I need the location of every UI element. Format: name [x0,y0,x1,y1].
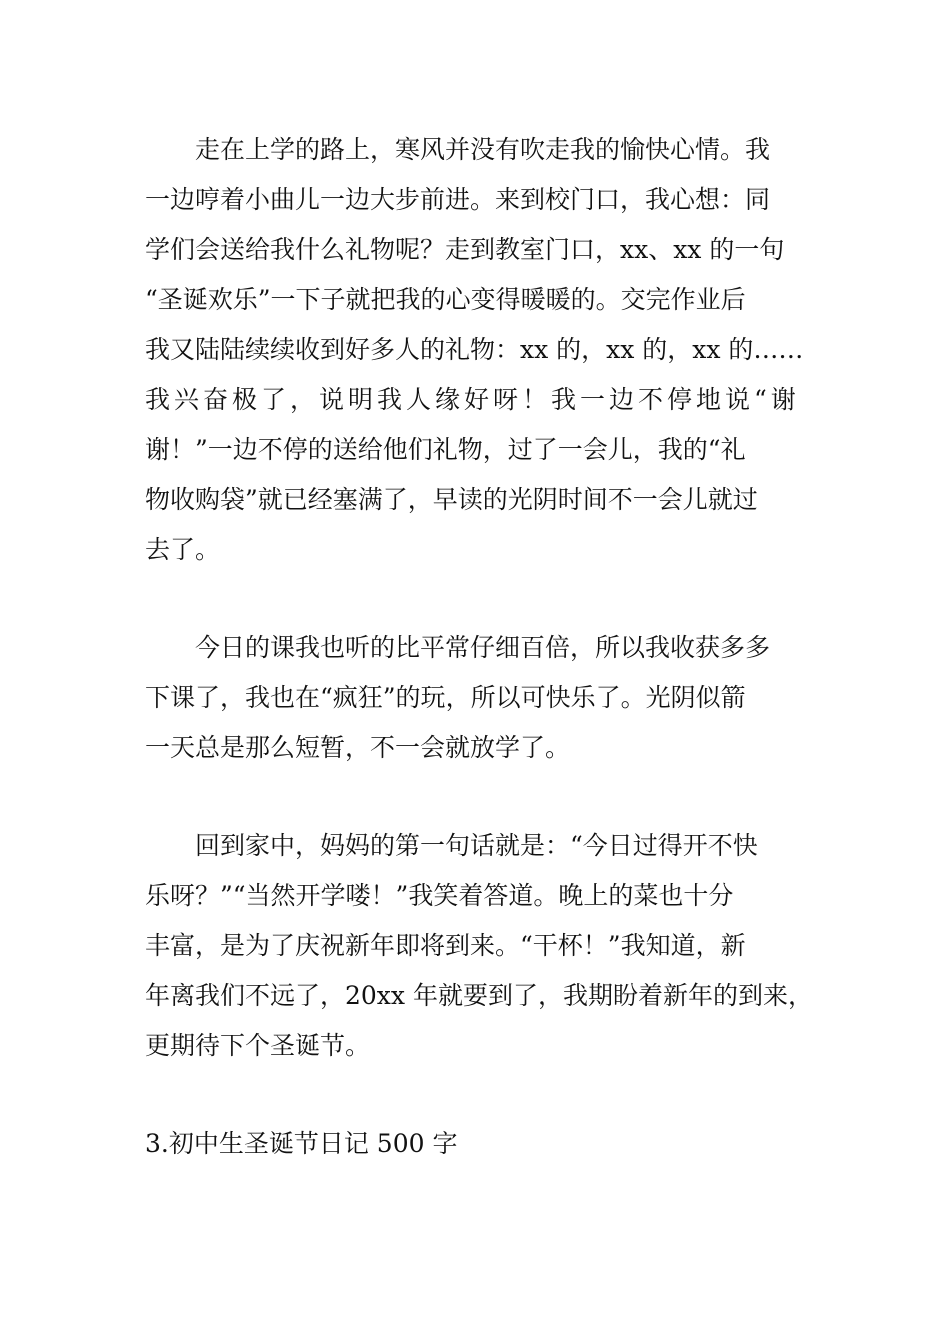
text-line: 走在上学的路上，寒风并没有吹走我的愉快心情。我 [195,135,771,164]
text-line: 丰富，是为了庆祝新年即将到来。“干杯！”我知道，新 [145,931,746,960]
text-line: 回到家中，妈妈的第一句话就是：“今日过得开不快 [195,831,758,860]
text-line: 去了。 [145,535,221,564]
text-line: 更期待下个圣诞节。 [145,1031,371,1060]
text-line: 一边哼着小曲儿一边大步前进。来到校门口，我心想：同 [145,185,771,214]
text-line: 谢！”一边不停的送给他们礼物，过了一会儿，我的“礼 [145,435,746,464]
text-line: 乐呀？”“当然开学喽！”我笑着答道。晚上的菜也十分 [145,881,734,910]
text-line: 我兴奋极了，说明我人缘好呀！我一边不停地说“谢 [145,385,800,414]
text-line: 年离我们不远了，20xx 年就要到了，我期盼着新年的到来， [145,981,813,1010]
text-line: 物收购袋”就已经塞满了，早读的光阴时间不一会儿就过 [145,485,758,514]
text-line: 下课了，我也在“疯狂”的玩，所以可快乐了。光阴似箭 [145,683,746,712]
text-line: 今日的课我也听的比平常仔细百倍，所以我收获多多 [195,633,771,662]
text-line: 学们会送给我什么礼物呢？走到教室门口，xx、xx 的一句 [145,235,785,264]
section-heading: 3.初中生圣诞节日记 500 字 [145,1129,458,1158]
text-line: 我又陆陆续续收到好多人的礼物：xx 的，xx 的，xx 的…… [145,335,804,364]
text-line: 一天总是那么短暂，不一会就放学了。 [145,733,571,762]
text-line: “圣诞欢乐”一下子就把我的心变得暖暖的。交完作业后 [145,285,746,314]
